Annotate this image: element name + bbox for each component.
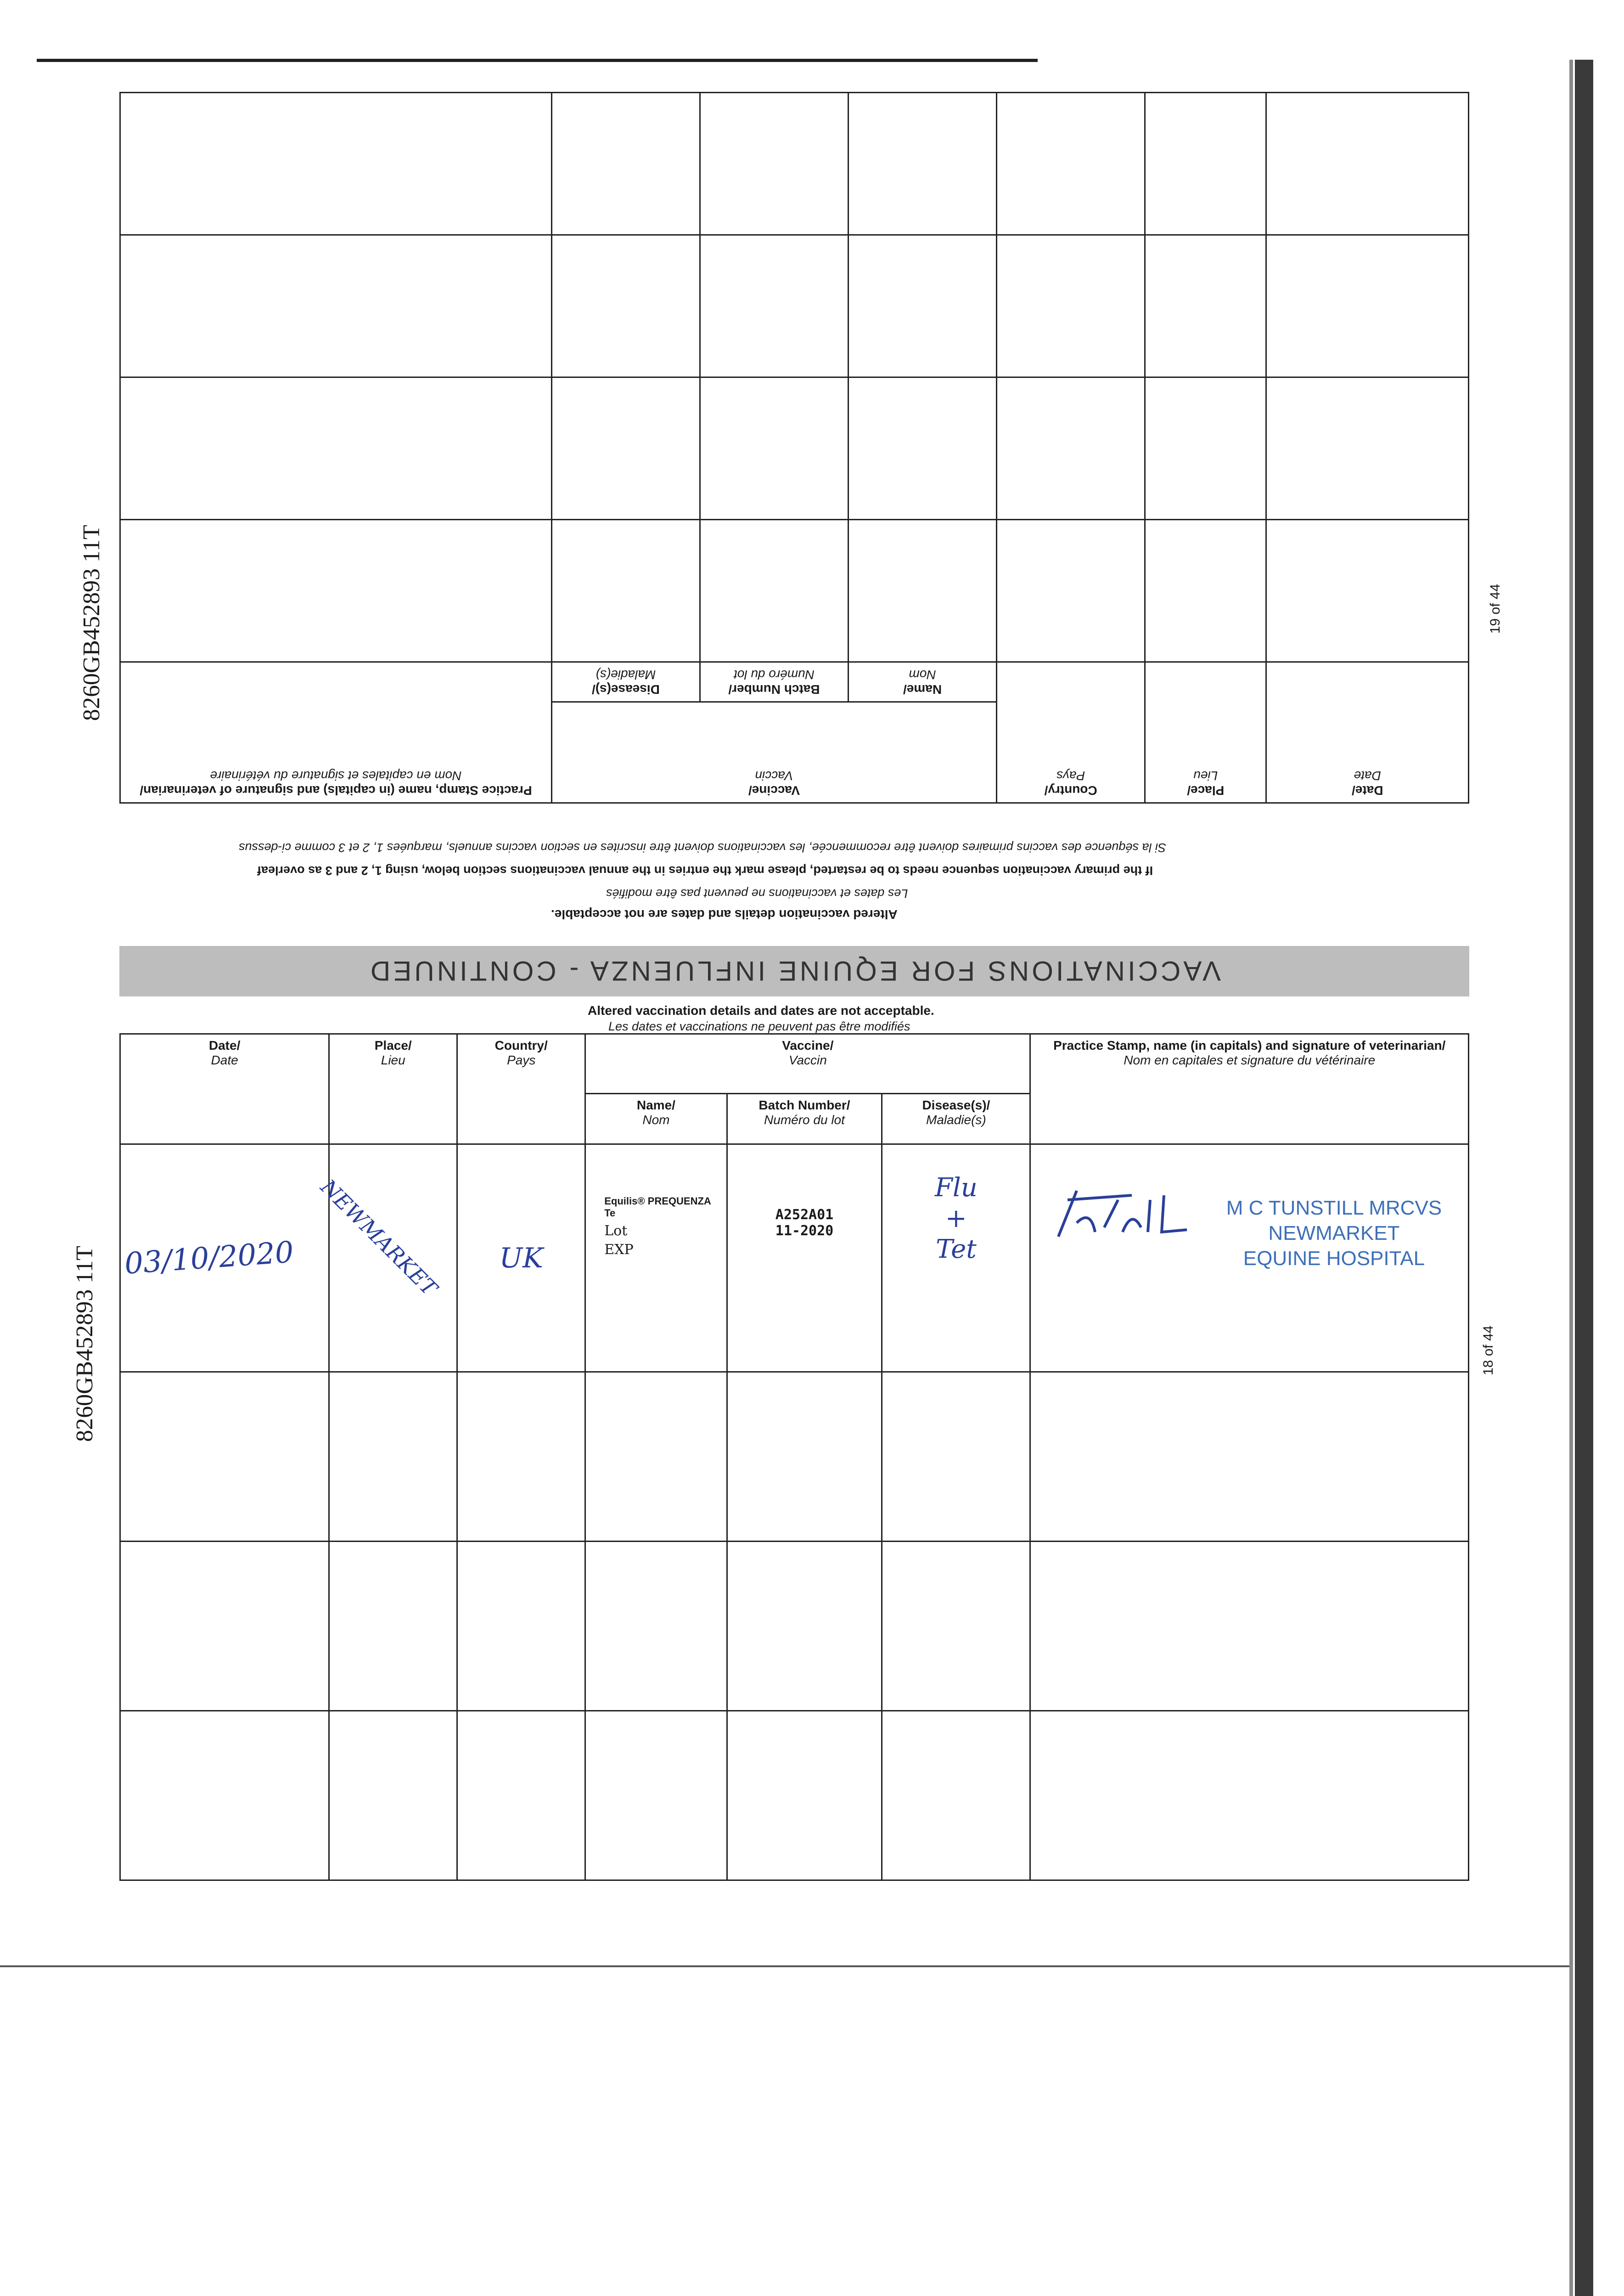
- top-header-country: Country/ Pays: [997, 662, 1145, 803]
- bottom-header-disease: Disease(s)/ Maladie(s): [882, 1094, 1030, 1144]
- table-cell: [457, 1542, 585, 1711]
- top-notice-en: Altered vaccination details and dates are not acceptable.: [551, 907, 898, 922]
- table-cell: [329, 1711, 457, 1880]
- table-cell: [329, 1542, 457, 1711]
- table-cell: [551, 519, 700, 662]
- top-page-table: [119, 124, 1469, 804]
- table-cell: [1266, 377, 1469, 519]
- table-row: [120, 1542, 1469, 1711]
- practice-stamp: [1205, 1195, 1462, 1271]
- table-cell: [120, 235, 552, 377]
- document-id-bottom: 8260GB452893 11T: [72, 1245, 98, 1442]
- table-cell: [700, 92, 848, 235]
- table-cell: [849, 235, 997, 377]
- table-cell: [1266, 92, 1469, 235]
- table-cell: [849, 92, 997, 235]
- table-cell: [585, 1542, 727, 1711]
- page-number-bottom: 18 of 44: [1481, 1325, 1496, 1375]
- table-cell: [997, 235, 1145, 377]
- top-header-place: Place/ Lieu: [1145, 662, 1266, 803]
- table-cell: [585, 1372, 727, 1542]
- table-cell: [997, 519, 1145, 662]
- top-instruction-en: If the primary vaccination sequence needs to be restarted, please mark the entries in the annual vaccinations section below, using 1, 2 and 3 as overleaf: [257, 864, 1153, 878]
- top-header-stamp: Practice Stamp, name (in capitals) and signature of veterinarian/ Nom en capitales et signature du vétérinaire: [120, 662, 552, 803]
- table-cell: [551, 92, 700, 235]
- bottom-header-batch: Batch Number/ Numéro du lot: [727, 1094, 882, 1144]
- top-notice-fr: Les dates et vaccinations ne peuvent pas être modifiés: [606, 887, 908, 900]
- table-cell: [882, 1372, 1030, 1542]
- table-cell: [329, 1372, 457, 1542]
- document-id-top: 8260GB452893 11T: [79, 524, 105, 721]
- top-header-vaccine: Vaccine/ Vaccin: [551, 702, 996, 803]
- table-cell: [849, 377, 997, 519]
- table-cell: [1145, 92, 1266, 235]
- table-row: [120, 1144, 1469, 1372]
- vet-signature-icon: [1049, 1182, 1196, 1246]
- entry-expiry: 11-2020: [775, 1223, 834, 1239]
- table-cell: [120, 1542, 329, 1711]
- entry-disease-cell: [882, 1144, 1030, 1372]
- stamp-line-1: M C TUNSTILL MRCVS: [1226, 1197, 1442, 1219]
- entry-stamp-cell: [1030, 1144, 1469, 1372]
- top-header-name: Name/ Nom: [849, 662, 997, 702]
- bottom-header-stamp: Practice Stamp, name (in capitals) and signature of veterinarian/ Nom en capitales et signature du vétérinaire: [1030, 1034, 1469, 1144]
- table-cell: [120, 1711, 329, 1880]
- table-cell: [120, 377, 552, 519]
- table-cell: [882, 1711, 1030, 1880]
- table-cell: [457, 1711, 585, 1880]
- table-row: [120, 1372, 1469, 1542]
- table-cell: [551, 377, 700, 519]
- table-cell: [1145, 377, 1266, 519]
- bottom-page-table: [119, 1033, 1469, 1814]
- table-cell: [997, 92, 1145, 235]
- table-cell: [551, 235, 700, 377]
- table-cell: [457, 1372, 585, 1542]
- table-cell: [727, 1711, 882, 1880]
- bottom-notice-fr: Les dates et vaccinations ne peuvent pas être modifiés: [608, 1019, 910, 1033]
- top-edge-line: [37, 59, 1038, 62]
- fold-line: [0, 1965, 1569, 1967]
- entry-vaccine-cell: [585, 1144, 727, 1372]
- bottom-notice-en: Altered vaccination details and dates are not acceptable.: [588, 1003, 934, 1018]
- table-cell: [727, 1542, 882, 1711]
- table-cell: [120, 92, 552, 235]
- banner-title: VACCINATIONS FOR EQUINE INFLUENZA - CONTINUED: [368, 956, 1221, 987]
- entry-date-cell: [120, 1144, 329, 1372]
- entry-place-cell: [316, 1144, 457, 1372]
- table-cell: [1266, 235, 1469, 377]
- stamp-line-2: NEWMARKET: [1268, 1222, 1400, 1244]
- page-edge-shadow: [1569, 60, 1573, 2296]
- table-cell: [882, 1542, 1030, 1711]
- table-cell: [1145, 519, 1266, 662]
- entry-disease: Flu + Tet: [934, 1173, 978, 1265]
- entry-batch: A252A01: [775, 1207, 834, 1223]
- top-header-batch: Batch Number/ Numéro du lot: [700, 662, 848, 702]
- top-header-date: Date/ Date: [1266, 662, 1469, 803]
- stamp-line-3: EQUINE HOSPITAL: [1243, 1247, 1425, 1270]
- table-cell: [700, 235, 848, 377]
- table-cell: [1030, 1711, 1469, 1880]
- bottom-header-place: Place/ Lieu: [329, 1034, 457, 1144]
- table-cell: [700, 377, 848, 519]
- table-cell: [1030, 1542, 1469, 1711]
- entry-place: NEWMARKET: [316, 1174, 442, 1301]
- table-cell: [1145, 235, 1266, 377]
- top-instruction-fr: Si la séquence des vaccins primaires doivent être recommencée, les vaccinations doivent être inscrites en section vaccins annuels, marquées 1, 2 et 3 comme ci-dessus: [239, 841, 1166, 855]
- table-cell: [849, 519, 997, 662]
- entry-country: UK: [499, 1242, 543, 1274]
- table-cell: [1030, 1372, 1469, 1542]
- table-row: [120, 1711, 1469, 1880]
- page-edge-bar: [1575, 60, 1593, 2296]
- table-cell: [120, 1372, 329, 1542]
- table-cell: [997, 377, 1145, 519]
- bottom-header-country: Country/ Pays: [457, 1034, 585, 1144]
- page-number-top: 19 of 44: [1488, 584, 1503, 634]
- section-banner: [119, 946, 1469, 996]
- exp-label: EXP: [604, 1242, 634, 1258]
- entry-batch-cell: [727, 1144, 882, 1372]
- entry-date: 03/10/2020: [123, 1235, 295, 1281]
- table-cell: [120, 519, 552, 662]
- table-cell: [700, 519, 848, 662]
- bottom-header-vaccine: Vaccine/ Vaccin: [585, 1034, 1030, 1094]
- top-header-disease: Disease(s)/ Maladie(s): [551, 662, 700, 702]
- table-cell: [727, 1372, 882, 1542]
- bottom-header-name: Name/ Nom: [585, 1094, 727, 1144]
- table-cell: [585, 1711, 727, 1880]
- bottom-header-date: Date/ Date: [120, 1034, 329, 1144]
- table-cell: [1266, 519, 1469, 662]
- lot-label: Lot: [604, 1223, 628, 1239]
- entry-country-cell: [457, 1144, 585, 1372]
- vaccine-label: Equilis® PREQUENZA Te: [604, 1195, 711, 1219]
